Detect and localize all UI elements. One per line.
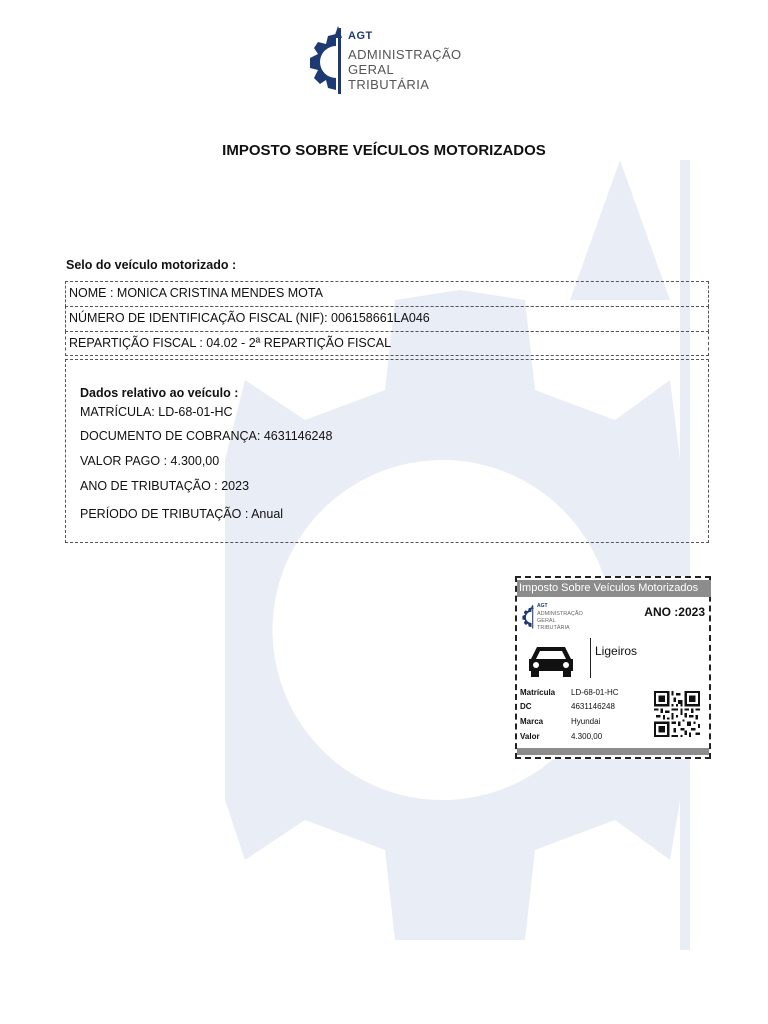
agt-gear-star-watermark-icon (225, 160, 695, 950)
sticker-field-label: Marca (520, 717, 544, 726)
sticker-agt-logo (521, 602, 601, 632)
vehicle-tax-year: ANO DE TRIBUTAÇÃO : 2023 (80, 479, 250, 493)
document-title: IMPOSTO SOBRE VEÍCULOS MOTORIZADOS (222, 142, 546, 159)
agt-logo (306, 24, 476, 98)
logo-line-3: TRIBUTÁRIA (348, 77, 430, 92)
sticker-field-label: Matrícula (520, 688, 556, 697)
tax-office: REPARTIÇÃO FISCAL : 04.02 - 2ª REPARTIÇÃO FISCAL (69, 336, 392, 350)
sticker-logo-agt: AGT (537, 603, 548, 609)
vehicle-plate: MATRÍCULA: LD-68-01-HC (80, 405, 233, 419)
sticker-year: ANO :2023 (644, 605, 705, 619)
sticker-vehicle-class: Ligeiros (595, 644, 638, 658)
vehicle-heading: Dados relativo ao veículo : (80, 386, 239, 400)
sticker-field-label: Valor (520, 732, 540, 741)
logo-line-2: GERAL (348, 62, 395, 77)
logo-line-1: ADMINISTRAÇÃO (348, 47, 462, 62)
sticker-divider (590, 638, 591, 678)
sticker-header: Imposto Sobre Veículos Motorizados (517, 580, 711, 597)
sticker-agt-gear-star-icon (521, 602, 535, 632)
taxpayer-name-row (65, 281, 709, 307)
car-icon (527, 643, 575, 679)
sticker-field-value: 4631146248 (571, 702, 615, 711)
sticker-logo-line-1: ADMINISTRAÇÃO (537, 611, 583, 617)
sticker-field-value: 4.300,00 (571, 732, 603, 741)
sticker-logo-line-2: GERAL (537, 618, 556, 624)
tax-office-row (65, 331, 709, 356)
sticker-field-value: Hyundai (571, 717, 601, 726)
logo-agt-text: AGT (348, 30, 373, 42)
vehicle-billing-doc: DOCUMENTO DE COBRANÇA: 4631146248 (80, 429, 333, 443)
vehicle-data-box (65, 359, 709, 543)
taxpayer-nif: NÚMERO DE IDENTIFICAÇÃO FISCAL (NIF): 006158661LA046 (69, 311, 430, 325)
vehicle-tax-period: PERÍODO DE TRIBUTAÇÃO : Anual (80, 507, 284, 521)
vehicle-tax-sticker (515, 576, 711, 759)
sticker-footer-band (517, 748, 709, 755)
sticker-field-value: LD-68-01-HC (571, 688, 619, 697)
sticker-field-label: DC (520, 702, 532, 711)
sticker-logo-line-3: TRIBUTÁRIA (537, 625, 570, 631)
taxpayer-nif-row (65, 306, 709, 332)
seal-heading: Selo do veículo motorizado : (66, 258, 237, 272)
qr-code-icon (654, 691, 700, 737)
taxpayer-name: NOME : MONICA CRISTINA MENDES MOTA (69, 286, 323, 300)
agt-gear-star-icon (306, 24, 346, 98)
vehicle-amount-paid: VALOR PAGO : 4.300,00 (80, 454, 220, 468)
